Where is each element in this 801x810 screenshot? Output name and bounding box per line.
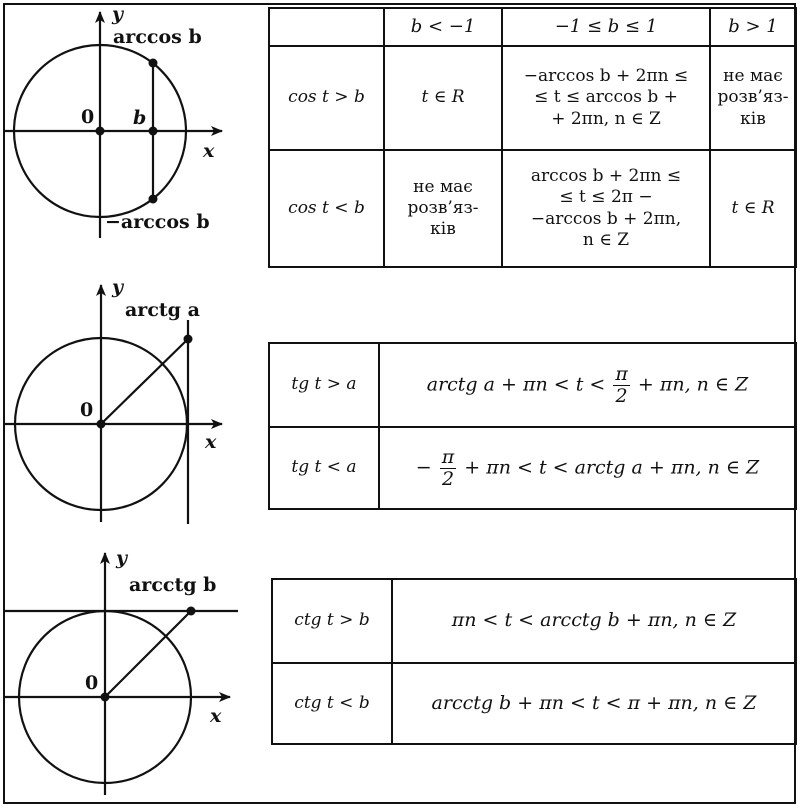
neg-arccos-label: −arccos b — [105, 211, 210, 233]
solution-suffix: + πn, n ∈ Z — [637, 373, 749, 395]
cond-cell: cos t > b — [269, 46, 384, 150]
line: arccos b + 2πn ≤ — [530, 166, 682, 186]
cond-cell: ctg t > b — [272, 579, 392, 663]
pi-over-2-fraction — [440, 445, 457, 490]
line: не має — [723, 66, 783, 87]
denominator: 2 — [441, 467, 455, 490]
solution-cell: arcctg b + πn < t < π + πn, n ∈ Z — [392, 663, 796, 744]
origin-label: 0 — [81, 106, 95, 128]
header-b-between: −1 ≤ b ≤ 1 — [502, 8, 710, 46]
arccos-dot — [149, 59, 158, 68]
arctg-dot — [184, 335, 193, 344]
arcctg-label: arcctg b — [129, 574, 217, 596]
line: ків — [430, 219, 456, 240]
line: −arccos b + 2πn ≤ — [523, 66, 689, 87]
b-label: b — [133, 107, 147, 129]
line: −arccos b + 2πn, — [530, 208, 682, 229]
solution-cell — [502, 150, 710, 267]
table-row — [269, 150, 796, 267]
ctg-inequality-table — [271, 578, 797, 745]
line: розв’яз- — [407, 197, 479, 218]
origin-dot — [96, 127, 105, 136]
origin-label: 0 — [85, 672, 99, 694]
tg-circle-figure — [5, 276, 222, 524]
header-row — [269, 8, 796, 46]
header-b-greater: b > 1 — [710, 8, 796, 46]
table-row — [269, 427, 796, 509]
solution-cell: t ∈ R — [384, 46, 502, 150]
b-dot — [149, 127, 158, 136]
line: не має — [413, 176, 473, 197]
table-row — [269, 46, 796, 150]
solution-cell — [710, 46, 796, 150]
origin-dot — [101, 693, 110, 702]
line: ≤ t ≤ 2π − — [559, 187, 653, 208]
corner-cell — [269, 8, 384, 46]
origin-dot — [97, 420, 106, 429]
line: ≤ t ≤ arccos b + — [534, 87, 678, 108]
header-b-less: b < −1 — [384, 8, 502, 46]
arcctg-dot — [187, 607, 196, 616]
solution-suffix: + πn < t < arctg a + πn, n ∈ Z — [464, 456, 760, 478]
y-label: y — [112, 276, 124, 298]
solution-cell: t ∈ R — [710, 150, 796, 267]
x-label: x — [203, 140, 215, 162]
solution-cell — [384, 150, 502, 267]
x-label: x — [210, 705, 222, 727]
ray — [105, 611, 191, 697]
neg-arccos-dot — [149, 195, 158, 204]
cos-inequality-table — [268, 7, 797, 268]
y-label: y — [116, 547, 128, 569]
solution-cell — [502, 46, 710, 150]
solution-cell: πn < t < arcctg b + πn, n ∈ Z — [392, 579, 796, 663]
y-label: y — [112, 3, 124, 25]
numerator: π — [441, 445, 455, 468]
arctg-label: arctg a — [125, 299, 200, 321]
origin-label: 0 — [80, 399, 94, 421]
cond-cell: tg t > a — [269, 343, 379, 427]
line: ків — [740, 108, 766, 129]
cond-cell: cos t < b — [269, 150, 384, 267]
x-label: x — [205, 431, 217, 453]
solution-cell — [379, 343, 796, 427]
table-row — [269, 343, 796, 427]
solution-prefix: arctg a + πn < t < — [426, 373, 606, 395]
numerator: π — [615, 362, 628, 385]
cond-cell: tg t < a — [269, 427, 379, 509]
line: n ∈ Z — [582, 229, 630, 250]
table-row — [272, 579, 796, 663]
tg-inequality-table — [268, 342, 797, 510]
solution-cell — [379, 427, 796, 509]
arccos-label: arccos b — [113, 26, 202, 48]
ctg-circle-figure — [5, 547, 238, 795]
cos-circle-figure — [5, 3, 222, 238]
denominator: 2 — [615, 384, 628, 407]
cond-cell: ctg t < b — [272, 663, 392, 744]
line: + 2πn, n ∈ Z — [551, 108, 661, 129]
line: розв’яз- — [717, 87, 789, 108]
table-row — [272, 663, 796, 744]
pi-over-2-fraction — [613, 362, 630, 407]
minus-sign: − — [415, 456, 432, 478]
